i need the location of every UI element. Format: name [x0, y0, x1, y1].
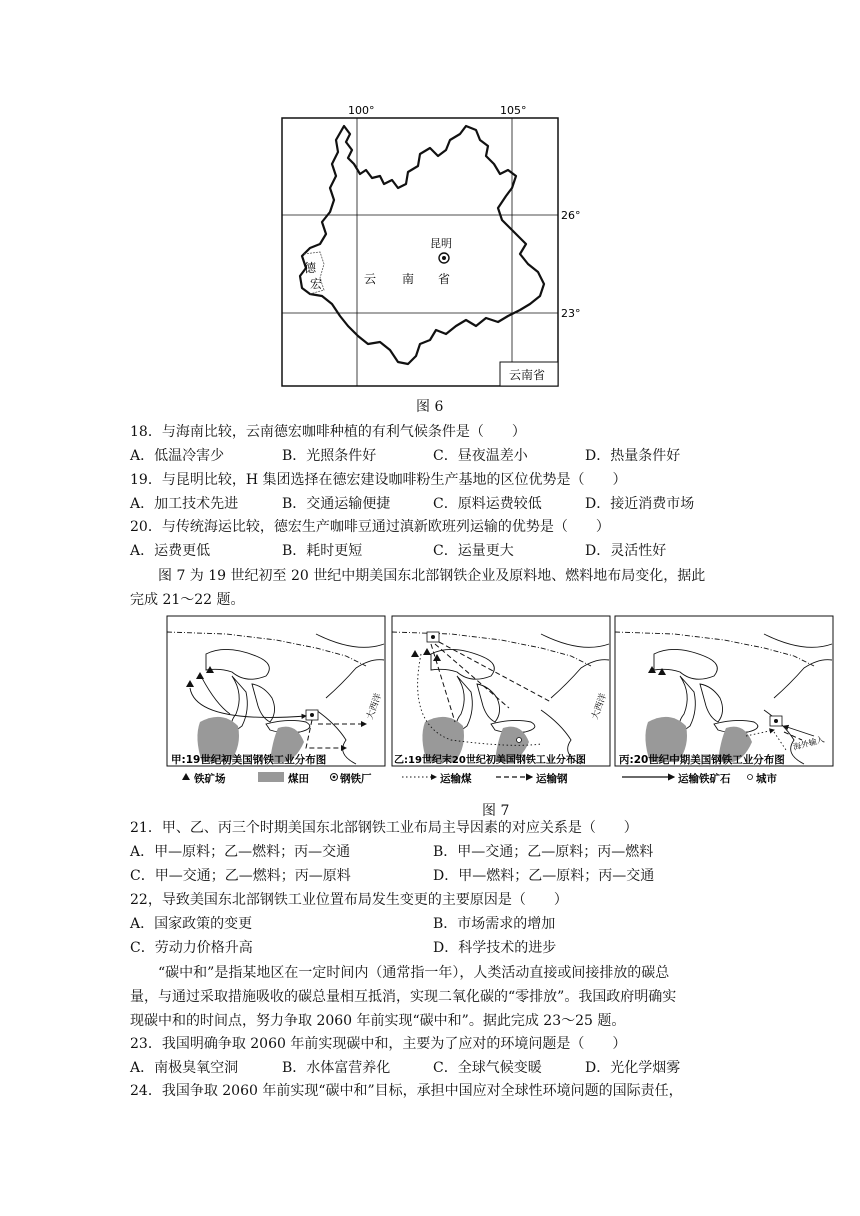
- steel-mill-icon: [310, 713, 314, 717]
- city-icon: [517, 738, 522, 743]
- legend-coal-label: 煤田: [288, 773, 309, 785]
- legend-steel-transport-label: 运输钢: [536, 773, 568, 785]
- q23-option-d: D．光化学烟雾: [585, 1060, 681, 1076]
- iron-mine-icon: [182, 773, 190, 780]
- legend-ore-transport-label: 运输铁矿石: [678, 773, 731, 785]
- q21-option-c: C．甲—交通；乙—燃料；丙—原料: [130, 868, 351, 884]
- q22-option-d: D．科学技术的进步: [433, 940, 557, 956]
- steel-mill-icon: [431, 635, 435, 639]
- q20-option-c: C．运量更大: [433, 543, 514, 559]
- q21-option-b: B．甲—交通；乙—原料；丙—燃料: [433, 844, 654, 860]
- figure-6-caption: 图 6: [416, 399, 444, 415]
- q21-option-d: D．甲—燃料；乙—原料；丙—交通: [433, 868, 655, 884]
- q22-option-c: C．劳动力价格升高: [130, 940, 253, 956]
- figure-7-caption: 图 7: [482, 803, 510, 819]
- q20-option-d: D．灵活性好: [585, 543, 667, 559]
- q23-stem: 23．我国明确争取 2060 年前实现碳中和，主要为了应对的环境问题是（ ）: [130, 1036, 627, 1052]
- province-label-1: 云: [364, 272, 377, 286]
- q19-option-d: D．接近消费市场: [585, 496, 695, 512]
- q22-option-b: B．市场需求的增加: [433, 916, 556, 932]
- q20-option-a: A．运费更低: [130, 543, 211, 559]
- legend-steel-label: 钢铁厂: [340, 773, 372, 785]
- lat-23-label: 23°: [561, 307, 581, 320]
- carbon-intro-line-2: 量，与通过采取措施吸收的碳总量相互抵消，实现二氧化碳的“零排放”。我国政府明确实: [130, 989, 677, 1005]
- q20-stem: 20．与传统海运比较，德宏生产咖啡豆通过滇新欧班列运输的优势是（ ）: [130, 519, 610, 535]
- q18-option-c: C．昼夜温差小: [433, 448, 528, 464]
- panel-bing-title: 丙:20世纪中期美国钢铁工业分布图: [619, 754, 785, 766]
- q19-option-c: C．原料运费较低: [433, 496, 542, 512]
- panel-bing: [615, 616, 833, 766]
- lat-26-label: 26°: [561, 209, 581, 222]
- q18-option-b: B．光照条件好: [282, 448, 377, 464]
- q20-option-b: B．耗时更短: [282, 543, 363, 559]
- q22-stem: 22，导致美国东北部钢铁工业位置布局发生变更的主要原因是（ ）: [130, 892, 568, 908]
- port-label: 海外输入: [792, 734, 826, 752]
- q18-option-a: A．低温冷害少: [130, 448, 225, 464]
- province-label-2: 南: [402, 272, 415, 286]
- q21-option-a: A．甲—原料；乙—燃料；丙—交通: [130, 844, 351, 860]
- fig7-intro-line-1: 图 7 为 19 世纪初至 20 世纪中期美国东北部钢铁企业及原料地、燃料地布局变化，据此: [158, 568, 706, 584]
- carbon-intro-line-3: 现碳中和的时间点，努力争取 2060 年前实现“碳中和”。据此完成 23～25 题。: [130, 1013, 626, 1029]
- q18-option-d: D．热量条件好: [585, 448, 681, 464]
- q23-option-b: B．水体富营养化: [282, 1060, 391, 1076]
- q24-stem: 24．我国争取 2060 年前实现“碳中和”目标，承担中国应对全球性环境问题的国际责任，: [130, 1083, 683, 1099]
- q23-option-a: A．南极臭氧空洞: [130, 1060, 239, 1076]
- ocean-label: 大西洋: [365, 692, 385, 722]
- legend-coal-transport-label: 运输煤: [440, 773, 472, 785]
- legend-iron-label: 铁矿场: [194, 773, 226, 785]
- lon-105-label: 105°: [500, 104, 527, 117]
- dehong-label-2: 宏: [310, 277, 323, 291]
- figure-7-steel-maps: [166, 614, 836, 794]
- q19-stem: 19．与昆明比较，H 集团选择在德宏建设咖啡粉生产基地的区位优势是（ ）: [130, 472, 627, 488]
- figure-6-yunnan-map: [280, 104, 590, 394]
- lon-100-label: 100°: [348, 104, 375, 117]
- ocean-label: 大西洋: [590, 692, 610, 722]
- steel-mill-icon: [774, 719, 778, 723]
- fig7-legend: [182, 772, 777, 785]
- panel-yi: [392, 616, 610, 766]
- fig7-intro-line-2: 完成 21～22 题。: [130, 592, 245, 608]
- kunming-label: 昆明: [430, 237, 452, 250]
- panel-yi-title: 乙:19世纪末20世纪初美国钢铁工业分布图: [394, 755, 586, 766]
- panel-jia: [167, 616, 385, 766]
- legend-city-label: 城市: [756, 773, 777, 785]
- panel-jia-title: 甲:19世纪初美国钢铁工业分布图: [171, 754, 327, 766]
- province-label-3: 省: [438, 272, 451, 286]
- carbon-intro-line-1: “碳中和”是指某地区在一定时间内（通常指一年），人类活动直接或间接排放的碳总: [158, 965, 670, 981]
- q19-option-b: B．交通运输便捷: [282, 496, 391, 512]
- inset-label: 云南省: [509, 368, 546, 382]
- coal-field-swatch: [258, 772, 284, 782]
- city-icon: [748, 775, 753, 780]
- q19-option-a: A．加工技术先进: [130, 496, 239, 512]
- q22-option-a: A．国家政策的变更: [130, 916, 253, 932]
- q21-stem: 21．甲、乙、丙三个时期美国东北部钢铁工业布局主导因素的对应关系是（ ）: [130, 820, 638, 836]
- q23-option-c: C．全球气候变暖: [433, 1060, 542, 1076]
- dehong-label-1: 德: [304, 261, 317, 275]
- q18-stem: 18．与海南比较，云南德宏咖啡种植的有利气候条件是（ ）: [130, 424, 526, 440]
